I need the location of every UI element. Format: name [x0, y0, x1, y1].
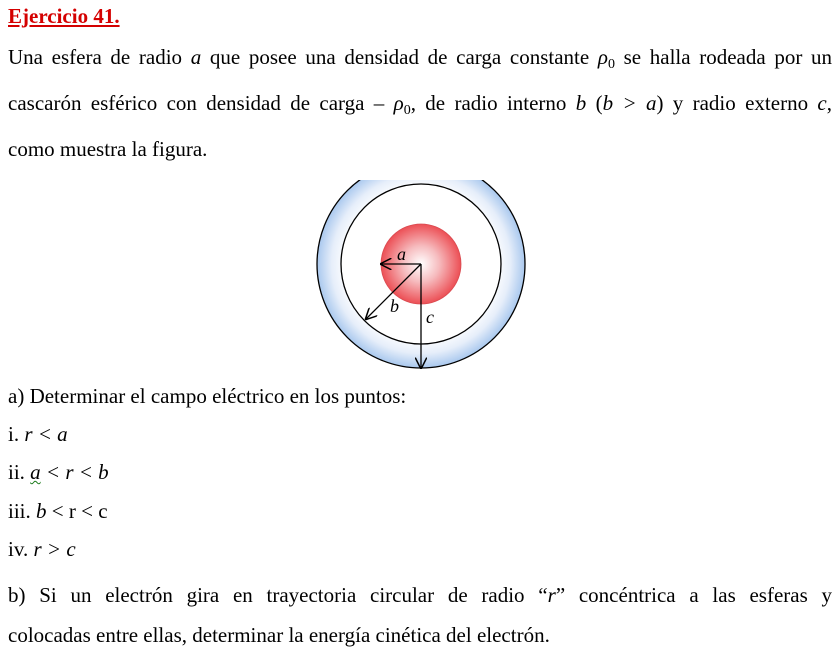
question-b-line-1: b) Si un electrón gira en trayectoria circular de radio “r” concéntrica a las esferas y — [8, 583, 833, 607]
statement-line-2: cascarón esférico con densidad de carga – $\rho_0$, de radio interno b (b > a) y radio externo c, — [8, 91, 832, 118]
item-iv: iv. r > c — [8, 537, 76, 561]
label-b: b — [390, 296, 399, 316]
statement-line-3: como muestra la figura. — [8, 137, 208, 161]
problem-statement — [8, 38, 832, 168]
concentric-spheres-figure — [312, 180, 530, 370]
statement-line-1: Una esfera de radio a que posee una densidad de carga constante $\rho_0$ se halla rodeada por un — [8, 45, 832, 72]
question-b — [8, 575, 832, 655]
question-a-intro: a) Determinar el campo eléctrico en los puntos: — [8, 384, 407, 408]
label-c: c — [426, 307, 434, 327]
item-iii: iii. b < r < c — [8, 499, 108, 523]
label-a: a — [397, 244, 406, 264]
exercise-title: Ejercicio 41. — [8, 4, 120, 28]
item-ii: ii. a < r < b — [8, 460, 109, 484]
item-i: i. r < a — [8, 422, 68, 446]
question-b-line-2: colocadas entre ellas, determinar la energía cinética del electrón. — [8, 623, 550, 647]
